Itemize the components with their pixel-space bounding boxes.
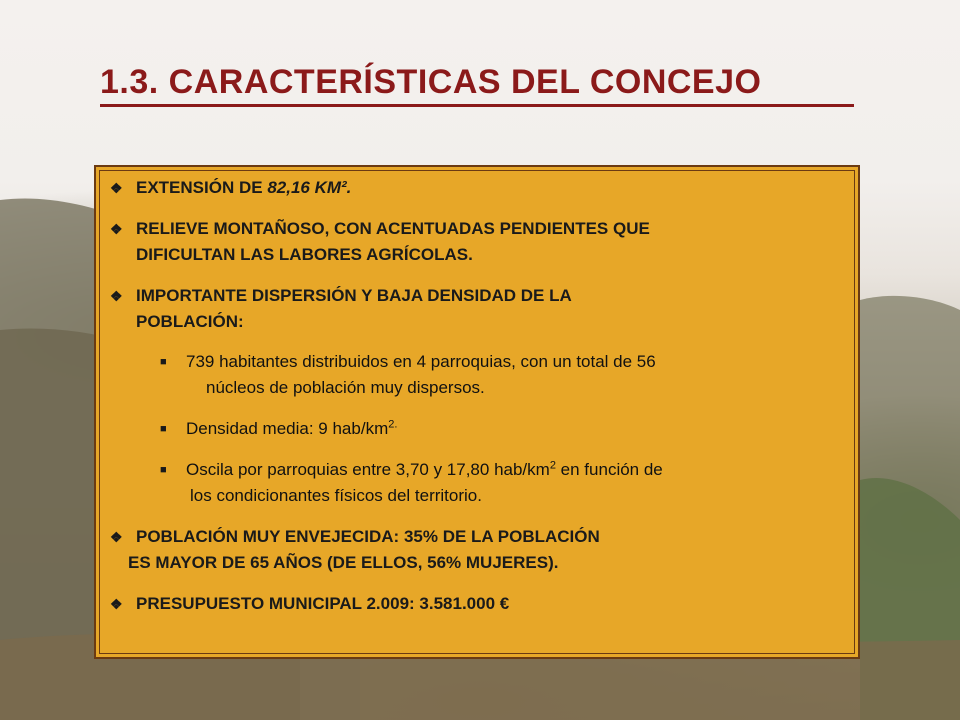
diamond-bullet-icon: ❖ — [110, 221, 123, 237]
list-item-ageing — [110, 524, 848, 576]
diamond-bullet-icon: ❖ — [110, 596, 123, 612]
content-panel — [94, 165, 860, 659]
list-item-text: IMPORTANTE DISPERSIÓN Y BAJA DENSIDAD DE LA POBLACIÓN: — [136, 286, 572, 331]
diamond-bullet-icon: ❖ — [110, 180, 123, 196]
sub-item-inhabitants — [160, 349, 848, 401]
list-item-text: RELIEVE MONTAÑOSO, CON ACENTUADAS PENDIENTES QUE DIFICULTAN LAS LABORES AGRÍCOLAS. — [136, 219, 650, 264]
page-title: 1.3. CARACTERÍSTICAS DEL CONCEJO — [100, 62, 854, 107]
square-bullet-icon: ■ — [160, 356, 167, 368]
sub-item-text: Densidad media: 9 hab/$km^{2.}$ — [186, 418, 398, 438]
list-item-text: EXTENSIÓN DE 82,16 KM². — [136, 178, 352, 197]
diamond-bullet-icon: ❖ — [110, 288, 123, 304]
list-item-dispersion — [110, 283, 848, 335]
sub-item-text: 739 habitantes distribuidos en 4 parroquias, con un total de 56 núcleos de población muy dispersos. — [186, 352, 656, 397]
sub-item-density — [160, 416, 848, 442]
square-bullet-icon: ■ — [160, 423, 167, 435]
list-item-extension — [110, 175, 848, 201]
list-item-text: POBLACIÓN MUY ENVEJECIDA: 35% DE LA POBLACIÓN ES MAYOR DE 65 AÑOS (DE ELLOS, 56% MUJERES). — [128, 527, 600, 572]
list-item-relief — [110, 216, 848, 268]
list-item-text: PRESUPUESTO MUNICIPAL 2.009: 3.581.000 € — [136, 594, 510, 613]
list-item-budget — [110, 591, 848, 617]
sub-item-text: Oscila por parroquias entre 3,70 y 17,80 hab/$km^2$ en función de los condicionantes físicos del territorio. — [186, 459, 663, 505]
sub-item-range — [160, 457, 848, 509]
diamond-bullet-icon: ❖ — [110, 529, 123, 545]
square-bullet-icon: ■ — [160, 464, 167, 476]
